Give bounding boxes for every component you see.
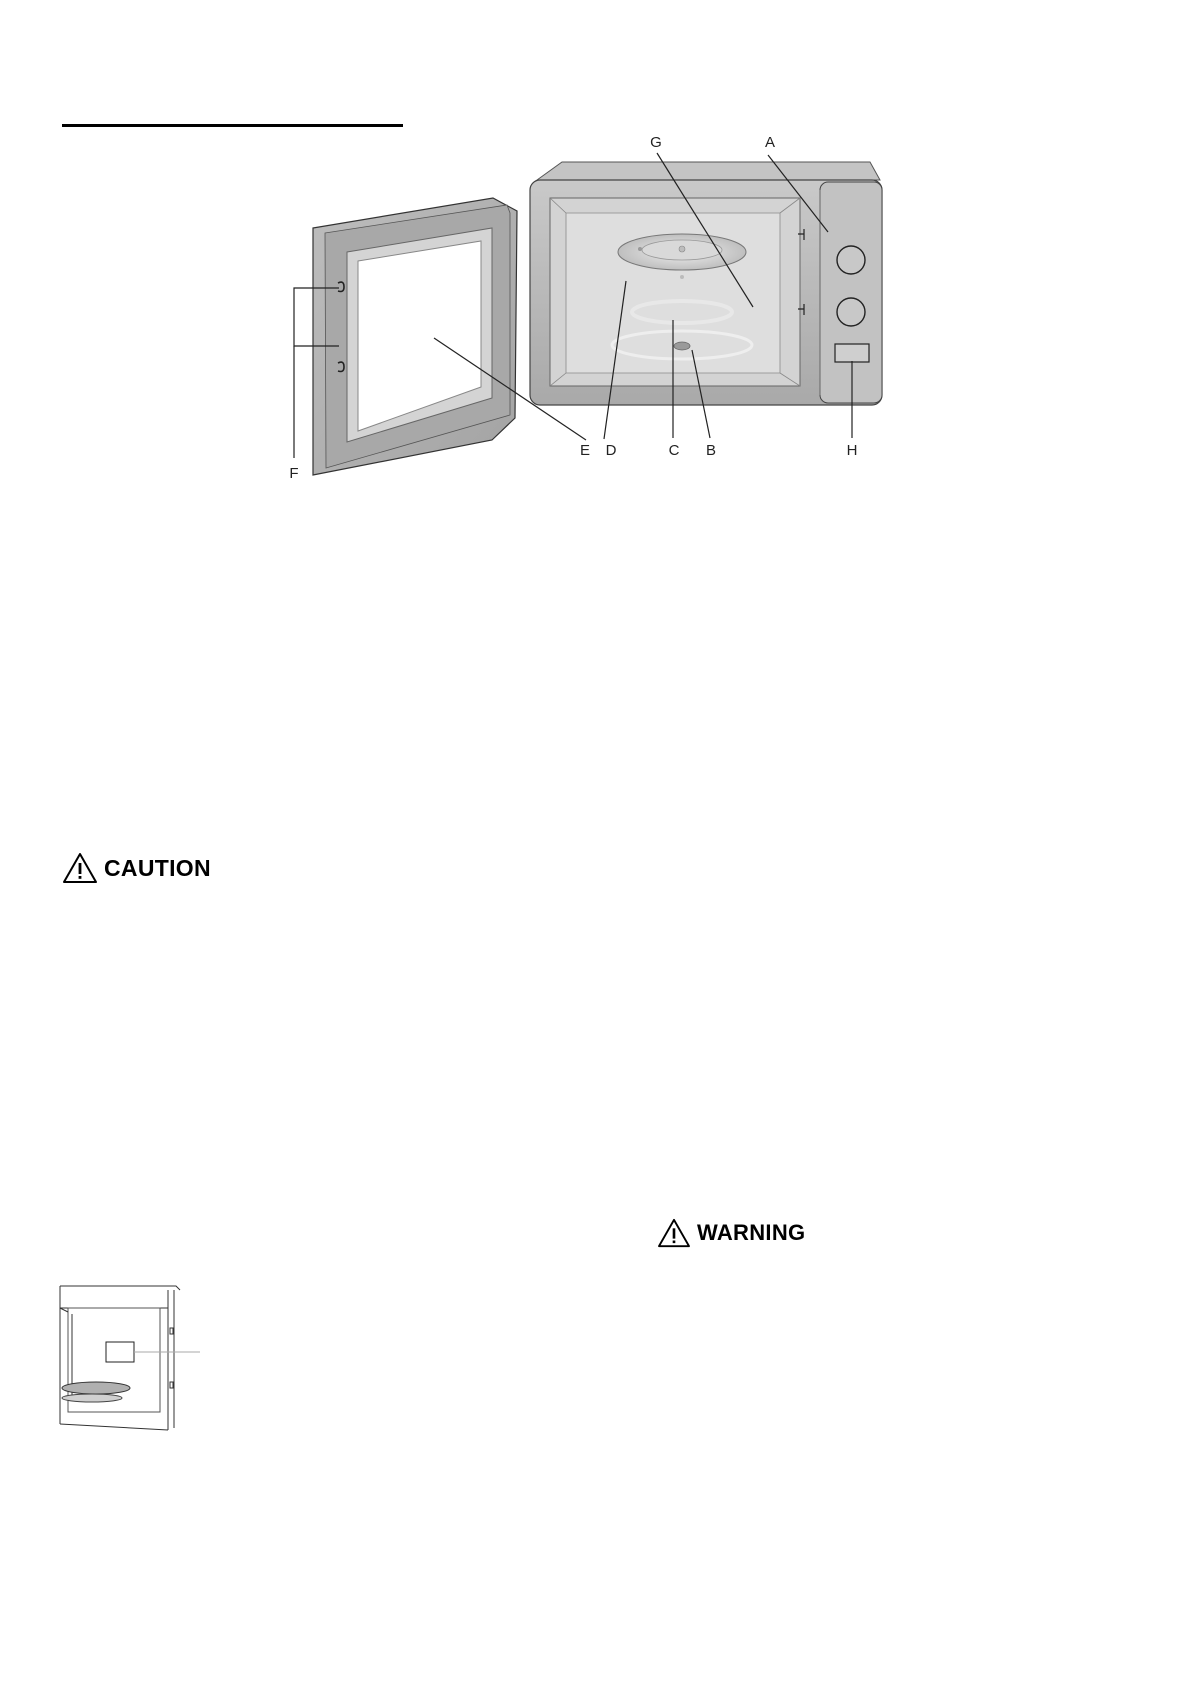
turntable-shaft (674, 342, 690, 350)
mica-cover-illustration (56, 1282, 206, 1432)
warning-heading (657, 1218, 805, 1248)
cavity-illustration (56, 1282, 206, 1432)
warning-triangle-icon (62, 852, 98, 884)
microwave-illustration (280, 125, 900, 495)
microwave-parts-diagram (280, 125, 900, 495)
warning-label: WARNING (697, 1220, 806, 1245)
cabinet (530, 162, 882, 405)
callout-d: D (605, 442, 617, 459)
timer-knob (837, 246, 865, 274)
door-release-button (835, 344, 869, 362)
callout-g: G (650, 134, 662, 151)
caution-label: CAUTION (104, 854, 211, 881)
callout-f: F (289, 465, 299, 482)
callout-c: C (668, 442, 680, 459)
callout-b: B (705, 442, 717, 459)
power-knob (837, 298, 865, 326)
caution-heading (62, 852, 211, 884)
callout-e: E (579, 442, 591, 459)
callout-h: H (846, 442, 858, 459)
warning-triangle-icon (657, 1218, 691, 1248)
callout-a: A (764, 134, 776, 151)
door (313, 198, 517, 475)
